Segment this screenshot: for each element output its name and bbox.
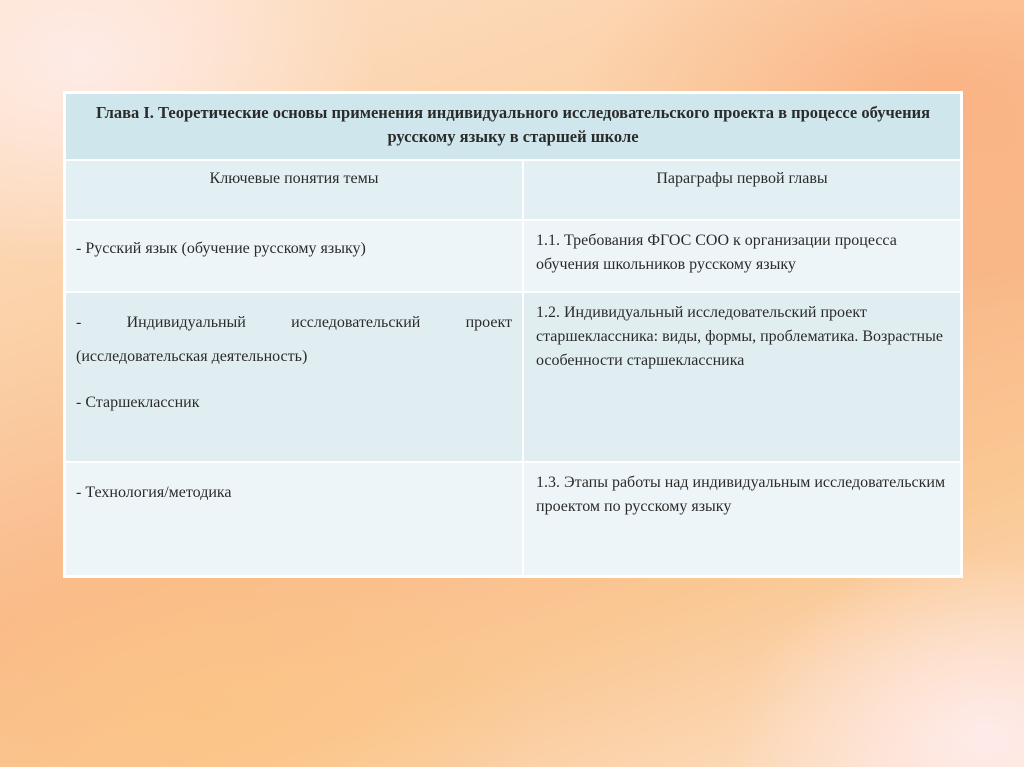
header-paragraphs: Параграфы первой главы xyxy=(523,160,961,220)
header-key-concepts: Ключевые понятия темы xyxy=(65,160,523,220)
concept-item: - Технология/методика xyxy=(76,484,232,501)
paragraph-cell: 1.1. Требования ФГОС СОО к организации процесса обучения школьников русскому языку xyxy=(523,220,961,292)
chapter-title: Глава I. Теоретические основы применения индивидуального исследовательского проекта в процессе обучения русскому языку в старшей школе xyxy=(65,93,961,160)
chapter-table xyxy=(64,92,962,577)
title-row xyxy=(65,93,961,160)
paragraph-cell: 1.3. Этапы работы над индивидуальным исследовательским проектом по русскому языку xyxy=(523,462,961,576)
concept-item: - Индивидуальный исследовательский проект xyxy=(76,314,512,331)
concept-item: - Старшеклассник xyxy=(76,394,200,411)
header-row xyxy=(65,160,961,220)
concept-cell xyxy=(65,292,523,462)
concept-item: - Русский язык (обучение русскому языку) xyxy=(76,240,366,257)
table-row xyxy=(65,220,961,292)
concept-cell xyxy=(65,220,523,292)
paragraph-cell: 1.2. Индивидуальный исследовательский проект старшеклассника: виды, формы, проблематика. Возрастные особенности старшеклассника xyxy=(523,292,961,462)
table-row xyxy=(65,462,961,576)
table-row xyxy=(65,292,961,462)
concept-cell xyxy=(65,462,523,576)
concept-item-continuation: (исследовательская деятельность) xyxy=(76,348,308,365)
